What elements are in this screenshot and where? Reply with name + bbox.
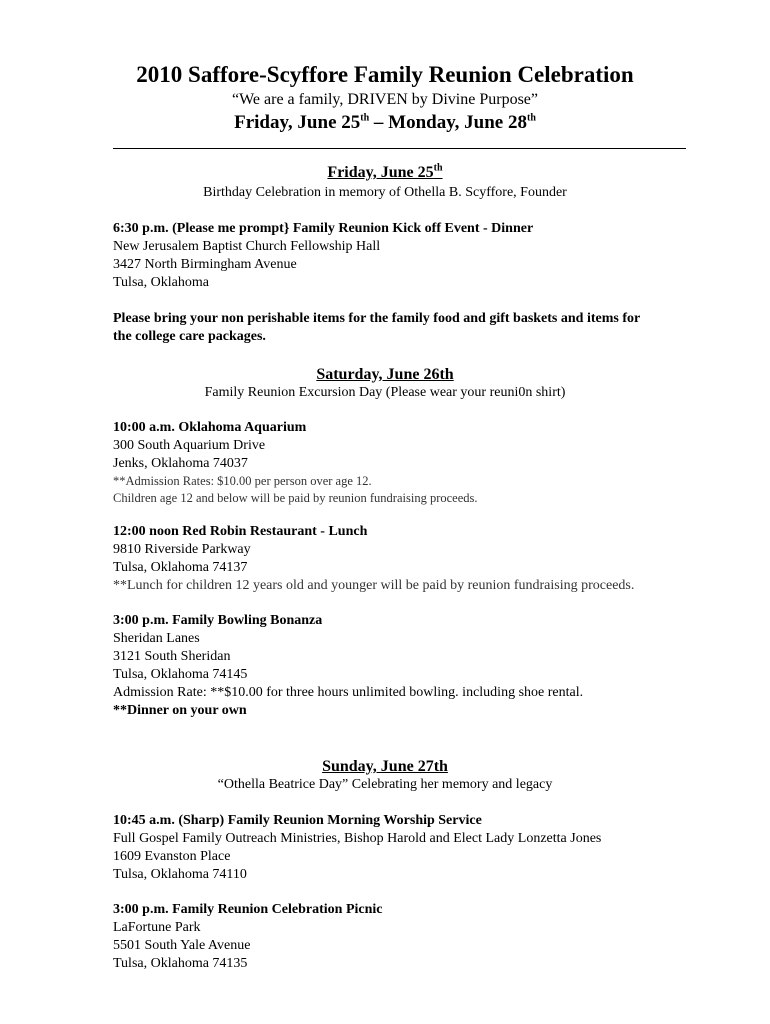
friday-event-dinner (113, 220, 693, 292)
motto: “We are a family, DRIVEN by Divine Purpose” (231, 91, 539, 108)
saturday-event-lunch: 12:00 noon Red Robin Restaurant - Lunch 9810 Riverside Parkway Tulsa, Oklahoma 74137 **Lunch for children 12 years old and younger will be paid by reunion fundraising proceeds. (113, 523, 693, 595)
event-title: 3:00 p.m. Family Reunion Celebration Picnic (113, 902, 383, 917)
divider (113, 148, 686, 149)
sunday-event-picnic: 3:00 p.m. Family Reunion Celebration Picnic LaFortune Park 5501 South Yale Avenue Tulsa, Oklahoma 74135 (113, 901, 693, 973)
city-line: Tulsa, Oklahoma (113, 275, 209, 290)
saturday-event-bowling: 3:00 p.m. Family Bowling Bonanza Sheridan Lanes 3121 South Sheridan Tulsa, Oklahoma 74145 Admission Rate: **$10.00 for three hours unlimited bowling. including shoe rental. **Dinner on your own (113, 612, 693, 720)
admission-note: **Admission Rates: $10.00 per person over age 12. (113, 474, 372, 488)
sunday-event-worship: 10:45 a.m. (Sharp) Family Reunion Morning Worship Service Full Gospel Family Outreach Ministries, Bishop Harold and Elect Lady Lonzetta Jones 1609 Evanston Place Tulsa, Oklahoma 74110 (113, 812, 693, 884)
friday-subtitle: Birthday Celebration in memory of Othella B. Scyffore, Founder (203, 185, 567, 200)
event-title: 12:00 noon Red Robin Restaurant - Lunch (113, 524, 368, 539)
friday-heading: Friday, June 25th (327, 162, 443, 181)
event-title: 10:45 a.m. (Sharp) Family Reunion Morning Worship Service (113, 813, 482, 828)
event-title: 3:00 p.m. Family Bowling Bonanza (113, 613, 323, 628)
saturday-subtitle: Family Reunion Excursion Day (Please wear your reuni0n shirt) (204, 385, 566, 400)
dinner-note: **Dinner on your own (113, 703, 247, 718)
venue-line: New Jerusalem Baptist Church Fellowship Hall (113, 239, 381, 254)
event-title: 6:30 p.m. (Please me prompt} Family Reunion Kick off Event - Dinner (113, 221, 534, 236)
event-title: 10:00 a.m. Oklahoma Aquarium (113, 420, 307, 435)
saturday-heading: Saturday, June 26th (316, 366, 454, 383)
friday-notice: Please bring your non perishable items for the family food and gift baskets and items for the college care packages. (113, 311, 641, 344)
sunday-subtitle: “Othella Beatrice Day” Celebrating her memory and legacy (217, 777, 553, 792)
page-title: 2010 Saffore-Scyffore Family Reunion Celebration (136, 62, 634, 87)
address-line: 3427 North Birmingham Avenue (113, 257, 297, 272)
date-range: Friday, June 25th – Monday, June 28th (234, 112, 536, 133)
children-note: Children age 12 and below will be paid by reunion fundraising proceeds. (113, 491, 478, 505)
lunch-note: **Lunch for children 12 years old and younger will be paid by reunion fundraising proceeds. (113, 578, 635, 593)
saturday-event-aquarium: 10:00 a.m. Oklahoma Aquarium 300 South Aquarium Drive Jenks, Oklahoma 74037 **Admission Rates: $10.00 per person over age 12. Children age 12 and below will be paid by reunion fundraising proceeds. (113, 419, 693, 507)
sunday-heading: Sunday, June 27th (322, 758, 448, 775)
